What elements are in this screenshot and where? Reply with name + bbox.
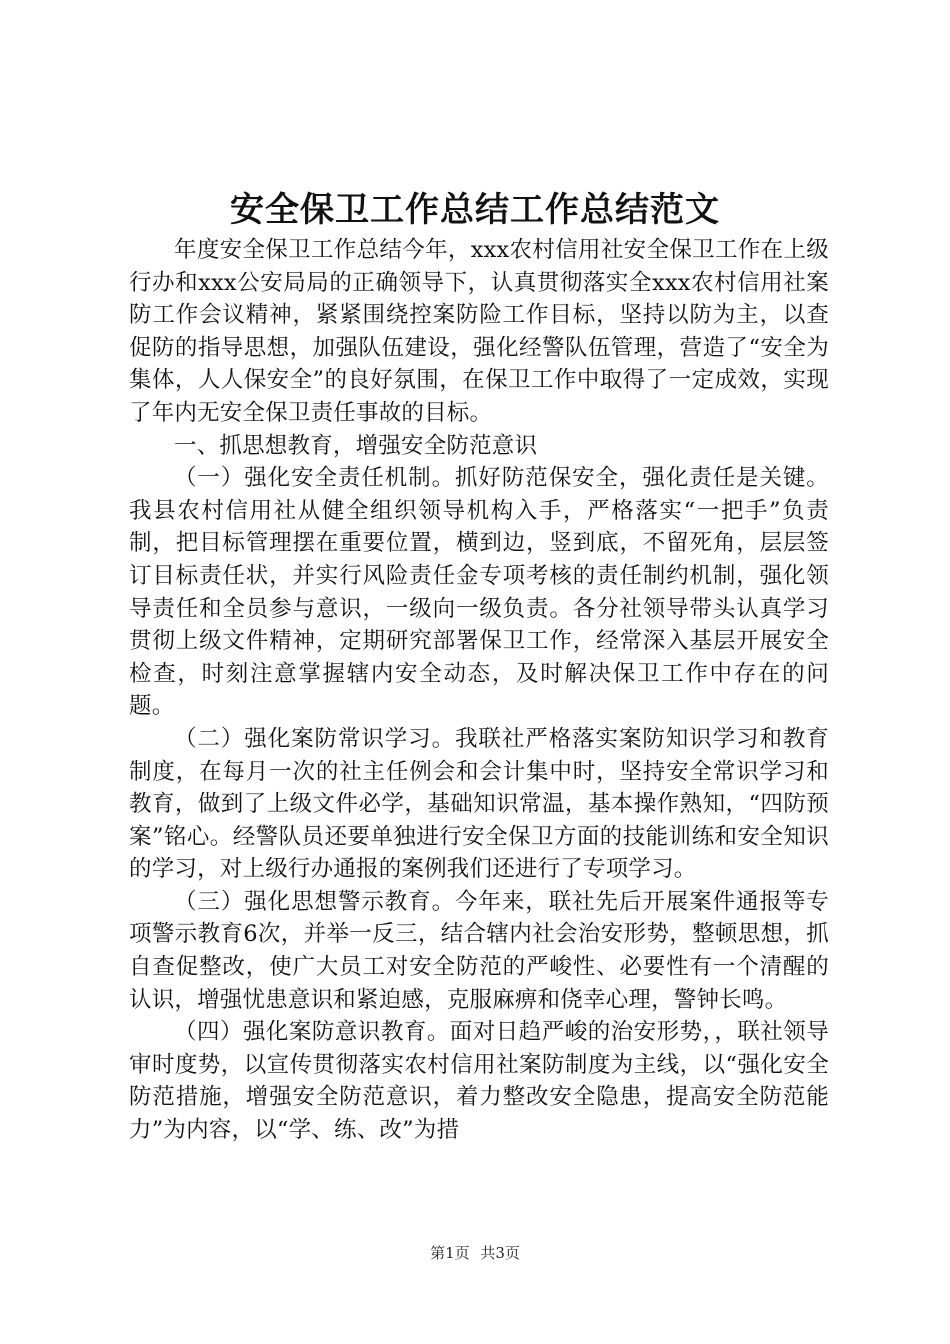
document-title: 安全保卫工作总结工作总结范文 [230,190,720,230]
paragraph-item-1: （一）强化安全责任机制。抓好防范保安全，强化责任是关键。我县农村信用社从健全组织领导机构入手，严格落实“一把手”负责制，把目标管理摆在重要位置，横到边，竖到底，不留死角，层层签订目标责任状，并实行风险责任金专项考核的责任制约机制，强化领导责任和全员参与意识，一级向一级负责。各分社领导带头认真学习贯彻上级文件精神，定期研究部署保卫工作，经常深入基层开展安全检查，时刻注意掌握辖内安全动态，及时解决保卫工作中存在的问题。 [129,465,829,720]
paragraph-item-2: （二）强化案防常识学习。我联社严格落实案防知识学习和教育制度，在每月一次的社主任例会和会计集中时，坚持安全常识学习和教育，做到了上级文件必学，基础知识常温，基本操作熟知，“四防预案”铭心。经警队员还要单独进行安全保卫方面的技能训练和安全知识的学习，对上级行办通报的案例我们还进行了专项学习。 [129,725,829,883]
paragraph-item-3: （三）强化思想警示教育。今年来，联社先后开展案件通报等专项警示教育6次，并举一反三，结合辖内社会治安形势，整顿思想，抓自查促整改，使广大员工对安全防范的严峻性、必要性有一个清醒的认识，增强忧患意识和紧迫感，克服麻痹和侥幸心理，警钟长鸣。 [129,888,829,1013]
section-heading-1: 一、抓思想教育，增强安全防范意识 [174,432,538,459]
page-total: 共3页 [480,1244,520,1262]
paragraph-intro: 年度安全保卫工作总结今年，xxx农村信用社安全保卫工作在上级行办和xxx公安局局的正确领导下，认真贯彻落实全xxx农村信用社案防工作会议精神，紧紧围绕控案防险工作目标，坚持以防为主，以查促防的指导思想，加强队伍建设，强化经警队伍管理，营造了“安全为集体，人人保安全”的良好氛围，在保卫工作中取得了一定成效，实现了年内无安全保卫责任事故的目标。 [129,237,829,426]
page-footer [0,1243,950,1263]
document-body [129,234,829,1147]
page-number: 第1页 [430,1244,470,1262]
paragraph-item-4: （四）强化案防意识教育。面对日趋严峻的治安形势，，联社领导审时度势，以宣传贯彻落实农村信用社案防制度为主线，以“强化安全防范措施，增强安全防范意识，着力整改安全隐患，提高安全防范能力”为内容，以“学、练、改”为措 [129,1019,829,1144]
